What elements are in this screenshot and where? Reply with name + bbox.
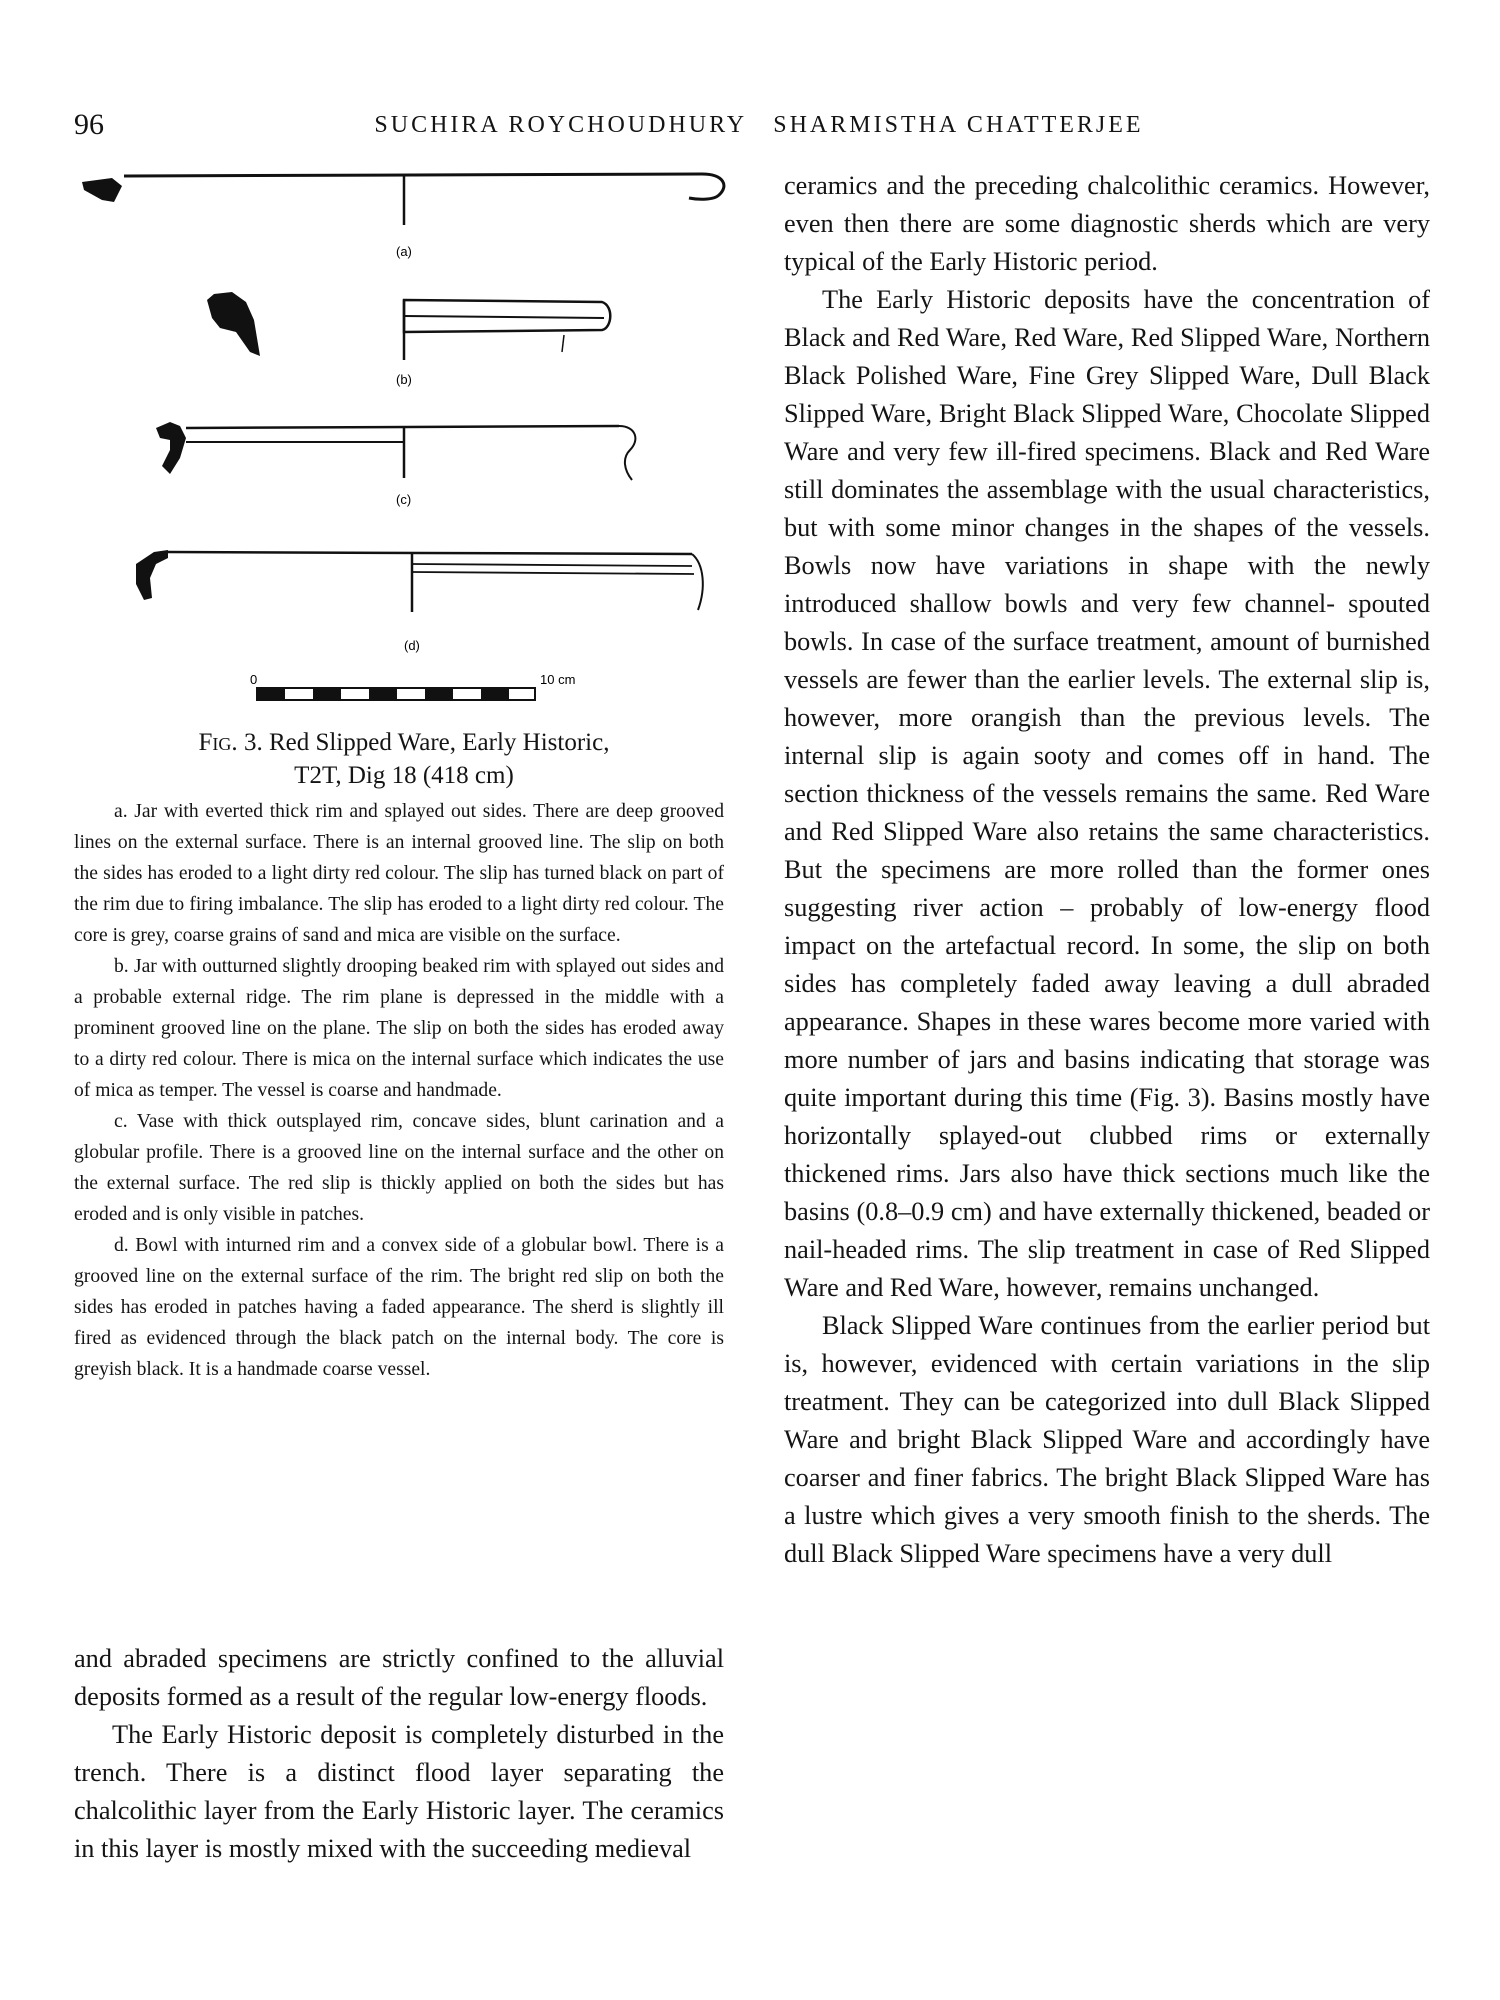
caption-paragraph-c: c. Vase with thick outsplayed rim, concave sides, blunt carination and a globular profile. There is a grooved line on the internal surface and the other on the external surface. The red slip is thickly applied on both the sides but has eroded and is only visible in patches. — [74, 1111, 724, 1225]
running-header — [74, 108, 1444, 148]
scale-start-label: 0 — [250, 672, 258, 687]
sherd-a-drawing — [82, 174, 724, 225]
caption-paragraph-d: d. Bowl with inturned rim and a convex side of a globular bowl. There is a grooved line on the external surface of the rim. The bright red slip on both the sides has eroded in patches having a faded appearance. The sherd is slightly ill fired as evidenced through the black patch on the internal body. The core is greyish black. It is a handmade coarse vessel. — [74, 1235, 724, 1380]
pottery-drawings — [74, 160, 734, 720]
label-d: (d) — [404, 638, 420, 653]
left-column-text — [74, 1640, 724, 1868]
figure-title-line2: T2T, Dig 18 (418 cm) — [294, 762, 514, 789]
sherd-c-drawing — [156, 422, 635, 480]
caption-paragraph-b: b. Jar with outturned slightly drooping beaked rim with splayed out sides and a probable external ridge. The rim plane is depressed in the middle with a prominent grooved line on the plane. The slip on both the sides has eroded away to a dirty red colour. There is mica on the internal surface which indicates the use of mica as temper. The vessel is coarse and handmade. — [74, 956, 724, 1101]
label-b: (b) — [396, 372, 412, 387]
right-column-text — [784, 167, 1430, 1573]
figure-title-prefix: Fig. — [198, 729, 238, 756]
caption-paragraph-a: a. Jar with everted thick rim and splayed out sides. There are deep grooved lines on the external surface. There is an internal grooved line. The slip on both the sides has eroded to a light dirty red colour. The slip has turned black on part of the rim due to firing imbalance. The slip has eroded to a light dirty red colour. The core is grey, coarse grains of sand and mica are visible on the surface. — [74, 801, 724, 946]
scale-end-label: 10 cm — [540, 672, 576, 687]
label-c: (c) — [396, 492, 412, 507]
body-paragraph: Black Slipped Ware continues from the earlier period but is, however, evidenced with certain variations in the slip treatment. They can be categorized into dull Black Slipped Ware and bright Black Slipped Ware and accordingly have coarser and finer fabrics. The bright Black Slipped Ware has a lustre which gives a very smooth finish to the sherds. The dull Black Slipped Ware specimens have a very dull — [784, 1311, 1430, 1568]
sherd-d-drawing — [136, 550, 703, 612]
page-number: 96 — [74, 108, 104, 141]
sherd-b-drawing — [207, 292, 610, 360]
body-paragraph: and abraded specimens are strictly confined to the alluvial deposits formed as a result of the regular low-energy floods. — [74, 1644, 724, 1711]
scale-bar — [257, 688, 535, 700]
label-a: (a) — [396, 244, 412, 259]
body-paragraph: The Early Historic deposits have the concentration of Black and Red Ware, Red Ware, Red Slipped Ware, Northern Black Polished Ware, Fine Grey Slipped Ware, Dull Black Slipped Ware, Bright Black Slipped Ware, Chocolate Slipped Ware and very few ill-fired specimens. Black and Red Ware still dominates the assemblage with the usual characteristics, but with some minor changes in the shapes of the vessels. Bowls now have variations in shape with the newly introduced shallow bowls and very few channel- spouted bowls. In case of the surface treatment, amount of burnished vessels are fewer than the earlier levels. The external slip is, however, more orangish than the previous levels. The internal slip is again sooty and comes off in hand. The section thickness of the vessels remains the same. Red Ware and Red Slipped Ware also retains the same characteristics. But the specimens are more rolled than the former ones suggesting river action – probably of low-energy flood impact on the artefactual record. In some, the slip on both sides has completely faded away leaving a dull abraded appearance. Shapes in these wares become more varied with more number of jars and basins indicating that storage was quite important during this time (Fig. 3). Basins mostly have horizontally splayed-out clubbed rims or externally thickened rims. Jars also have thick sections much like the basins (0.8–0.9 cm) and have externally thickened, beaded or nail-headed rims. The slip treatment in case of Red Slipped Ware and Red Ware, however, remains unchanged. — [784, 285, 1430, 1302]
running-head-authors: SUCHIRA ROYCHOUDHURY SHARMISTHA CHATTERJEE — [374, 112, 1144, 138]
figure-title — [74, 726, 734, 792]
figure-3 — [74, 160, 734, 1600]
body-paragraph: ceramics and the preceding chalcolithic ceramics. However, even then there are some diagnostic sherds which are very typical of the Early Historic period. — [784, 171, 1430, 276]
body-paragraph: The Early Historic deposit is completely disturbed in the trench. There is a distinct flood layer separating the chalcolithic layer from the Early Historic layer. The ceramics in this layer is mostly mixed with the succeeding medieval — [74, 1720, 724, 1863]
figure-caption — [74, 796, 724, 1385]
figure-title-line1: 3. Red Slipped Ware, Early Historic, — [237, 729, 610, 756]
